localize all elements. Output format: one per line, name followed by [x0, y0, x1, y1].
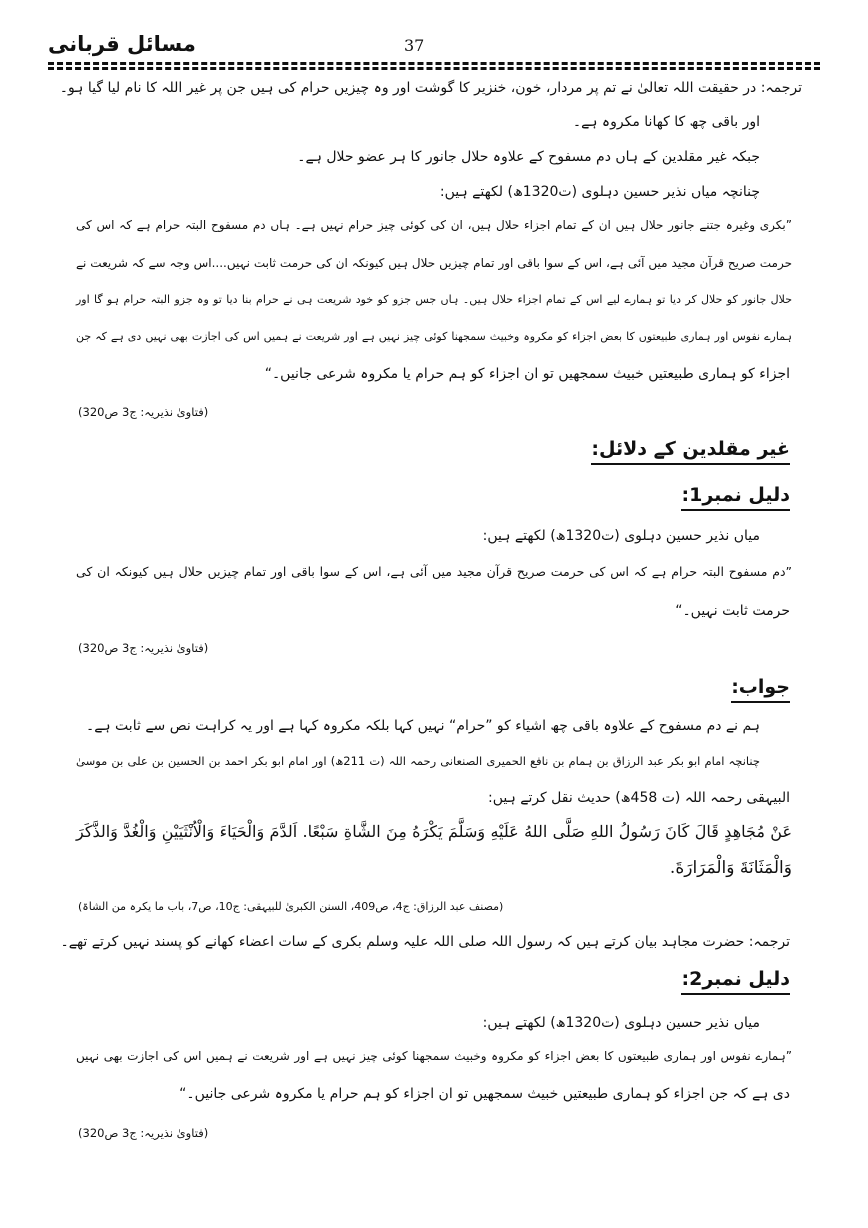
translation-text: ترجمہ: در حقیقت اللہ تعالیٰ نے تم پر مردار، خون، خنزیر کا گوشت اور وہ چیزیں حرام کی ہیں جن پر غیر اللہ کا نام لیا گیا ہو۔: [59, 80, 802, 96]
answer-heading: جواب:: [731, 676, 790, 703]
quote-line: اجزاء کو ہماری طبیعتیں خبیث سمجھیں تو ان اجزاء کو ہم حرام یا مکروہ شرعی جانیں۔“: [264, 366, 790, 382]
quote-line: دی ہے کہ جن اجزاء کو ہماری طبیعتیں خبیث سمجھیں تو ان اجزاء کو ہم حرام یا مکروہ شرعی جانیں۔“: [179, 1086, 790, 1102]
quote-line: ”ہمارے نفوس اور ہماری طبیعتوں کا بعض اجزاء کو مکروہ وخبیث سمجھنا کوئی چیز نہیں ہے اور شریعت نے ہمیں اس کی اجازت بھی نہیں: [76, 1049, 792, 1063]
quote-line: حرمت ثابت نہیں۔“: [675, 603, 790, 619]
quote-line: ہمارے نفوس اور ہماری طبیعتوں کا بعض اجزاء کو مکروہ وخبیث سمجھنا کوئی چیز نہیں ہے اور شریعت نے ہمیں اس کی اجازت بھی نہیں دی ہے کہ جن: [76, 330, 792, 343]
reference-citation: (مصنف عبد الرزاق: ج4، ص409، السنن الکبریٰ للبیہقی: ج10، ص7، باب ما یکرہ من الشاۃ): [78, 900, 504, 913]
hadith-arabic-line: وَالْمَثَانَةَ وَالْمَرَارَةَ.: [669, 858, 792, 878]
quote-line: ”دم مسفوح البتہ حرام ہے کہ اس کی حرمت صریح قرآن مجید میں آئی ہے، اس کے سوا باقی اور تمام چیزیں حلال ہیں کیونکہ ان کی: [76, 564, 792, 579]
subsection-heading: دلیل نمبر1:: [681, 484, 790, 511]
reference-citation: (فتاویٰ نذیریہ: ج3 ص320): [78, 1126, 209, 1140]
quote-line: ”بکری وغیرہ جتنے جانور حلال ہیں ان کے تمام اجزاء حلال ہیں، ان کی کوئی چیز حرام نہیں ہے۔ ہاں دم مسفوح البتہ حرام ہے کہ اس کی: [76, 218, 792, 232]
paragraph-line: البیہقی رحمہ اللہ (ت 458ھ) حدیث نقل کرتے ہیں:: [487, 790, 790, 806]
reference-citation: (فتاویٰ نذیریہ: ج3 ص320): [78, 641, 209, 655]
header-rule-top: [48, 62, 820, 65]
paragraph-line: چنانچہ میاں نذیر حسین دہلوی (ت1320ھ) لکھتے ہیں:: [439, 184, 760, 200]
paragraph-line: جبکہ غیر مقلدین کے ہاں دم مسفوح کے علاوہ حلال جانور کا ہر عضو حلال ہے۔: [297, 149, 760, 165]
page-number: 37: [404, 36, 425, 55]
paragraph-line: چنانچہ امام ابو بکر عبد الرزاق بن ہمام بن نافع الحمیری الصنعانی رحمہ اللہ (ت 211ھ) اور امام ابو بکر احمد بن الحسین بن علی بن موسیٰ: [76, 754, 760, 768]
translation-text: ترجمہ: حضرت مجاہد بیان کرتے ہیں کہ رسول اللہ صلی اللہ علیہ وسلم بکری کے سات اعضاء کھانے کو پسند نہیں کرتے تھے۔: [60, 934, 790, 950]
paragraph-line: اور باقی چھ کا کھانا مکروہ ہے۔: [572, 114, 760, 130]
hadith-arabic-line: عَنْ مُجَاهِدٍ قَالَ كَانَ رَسُولُ اللهِ صَلَّى اللهُ عَلَيْهِ وَسَلَّمَ يَكْرَهُ مِنَ الشَّاةِ سَبْعًا. اَلدَّمَ وَالْحَيَاءَ وَالْاُنْثَيَيْنِ وَالْغُدَّ وَالذَّكَرَ: [76, 822, 792, 841]
header-rule-bottom: [48, 67, 820, 70]
paragraph-line: ہم نے دم مسفوح کے علاوہ باقی چھ اشیاء کو ”حرام“ نہیں کہا بلکہ مکروہ کہا ہے اور یہ کراہت نص سے ثابت ہے۔: [86, 718, 760, 734]
quote-line: حرمت صریح قرآن مجید میں آئی ہے، اس کے سوا باقی اور تمام چیزیں حلال ہیں کیونکہ ان کی حرمت ثابت نہیں....اس وجہ سے کہ شریعت نے: [76, 256, 792, 270]
quote-line: حلال جانور کو حلال کر دیا تو ہمارے لیے اس کے تمام اجزاء حلال ہیں۔ ہاں جس جزو کو خود شریعت ہی نے حرام بنا دیا تو وہ جزو البتہ حرام ہو گا اور: [76, 293, 792, 306]
running-title: مسائل قربانی: [48, 32, 196, 56]
section-heading: غیر مقلدین کے دلائل:: [591, 438, 790, 465]
reference-citation: (فتاویٰ نذیریہ: ج3 ص320): [78, 405, 209, 419]
paragraph-line: میاں نذیر حسین دہلوی (ت1320ھ) لکھتے ہیں:: [482, 528, 760, 544]
paragraph-line: میاں نذیر حسین دہلوی (ت1320ھ) لکھتے ہیں:: [482, 1015, 760, 1031]
subsection-heading: دلیل نمبر2:: [681, 968, 790, 995]
